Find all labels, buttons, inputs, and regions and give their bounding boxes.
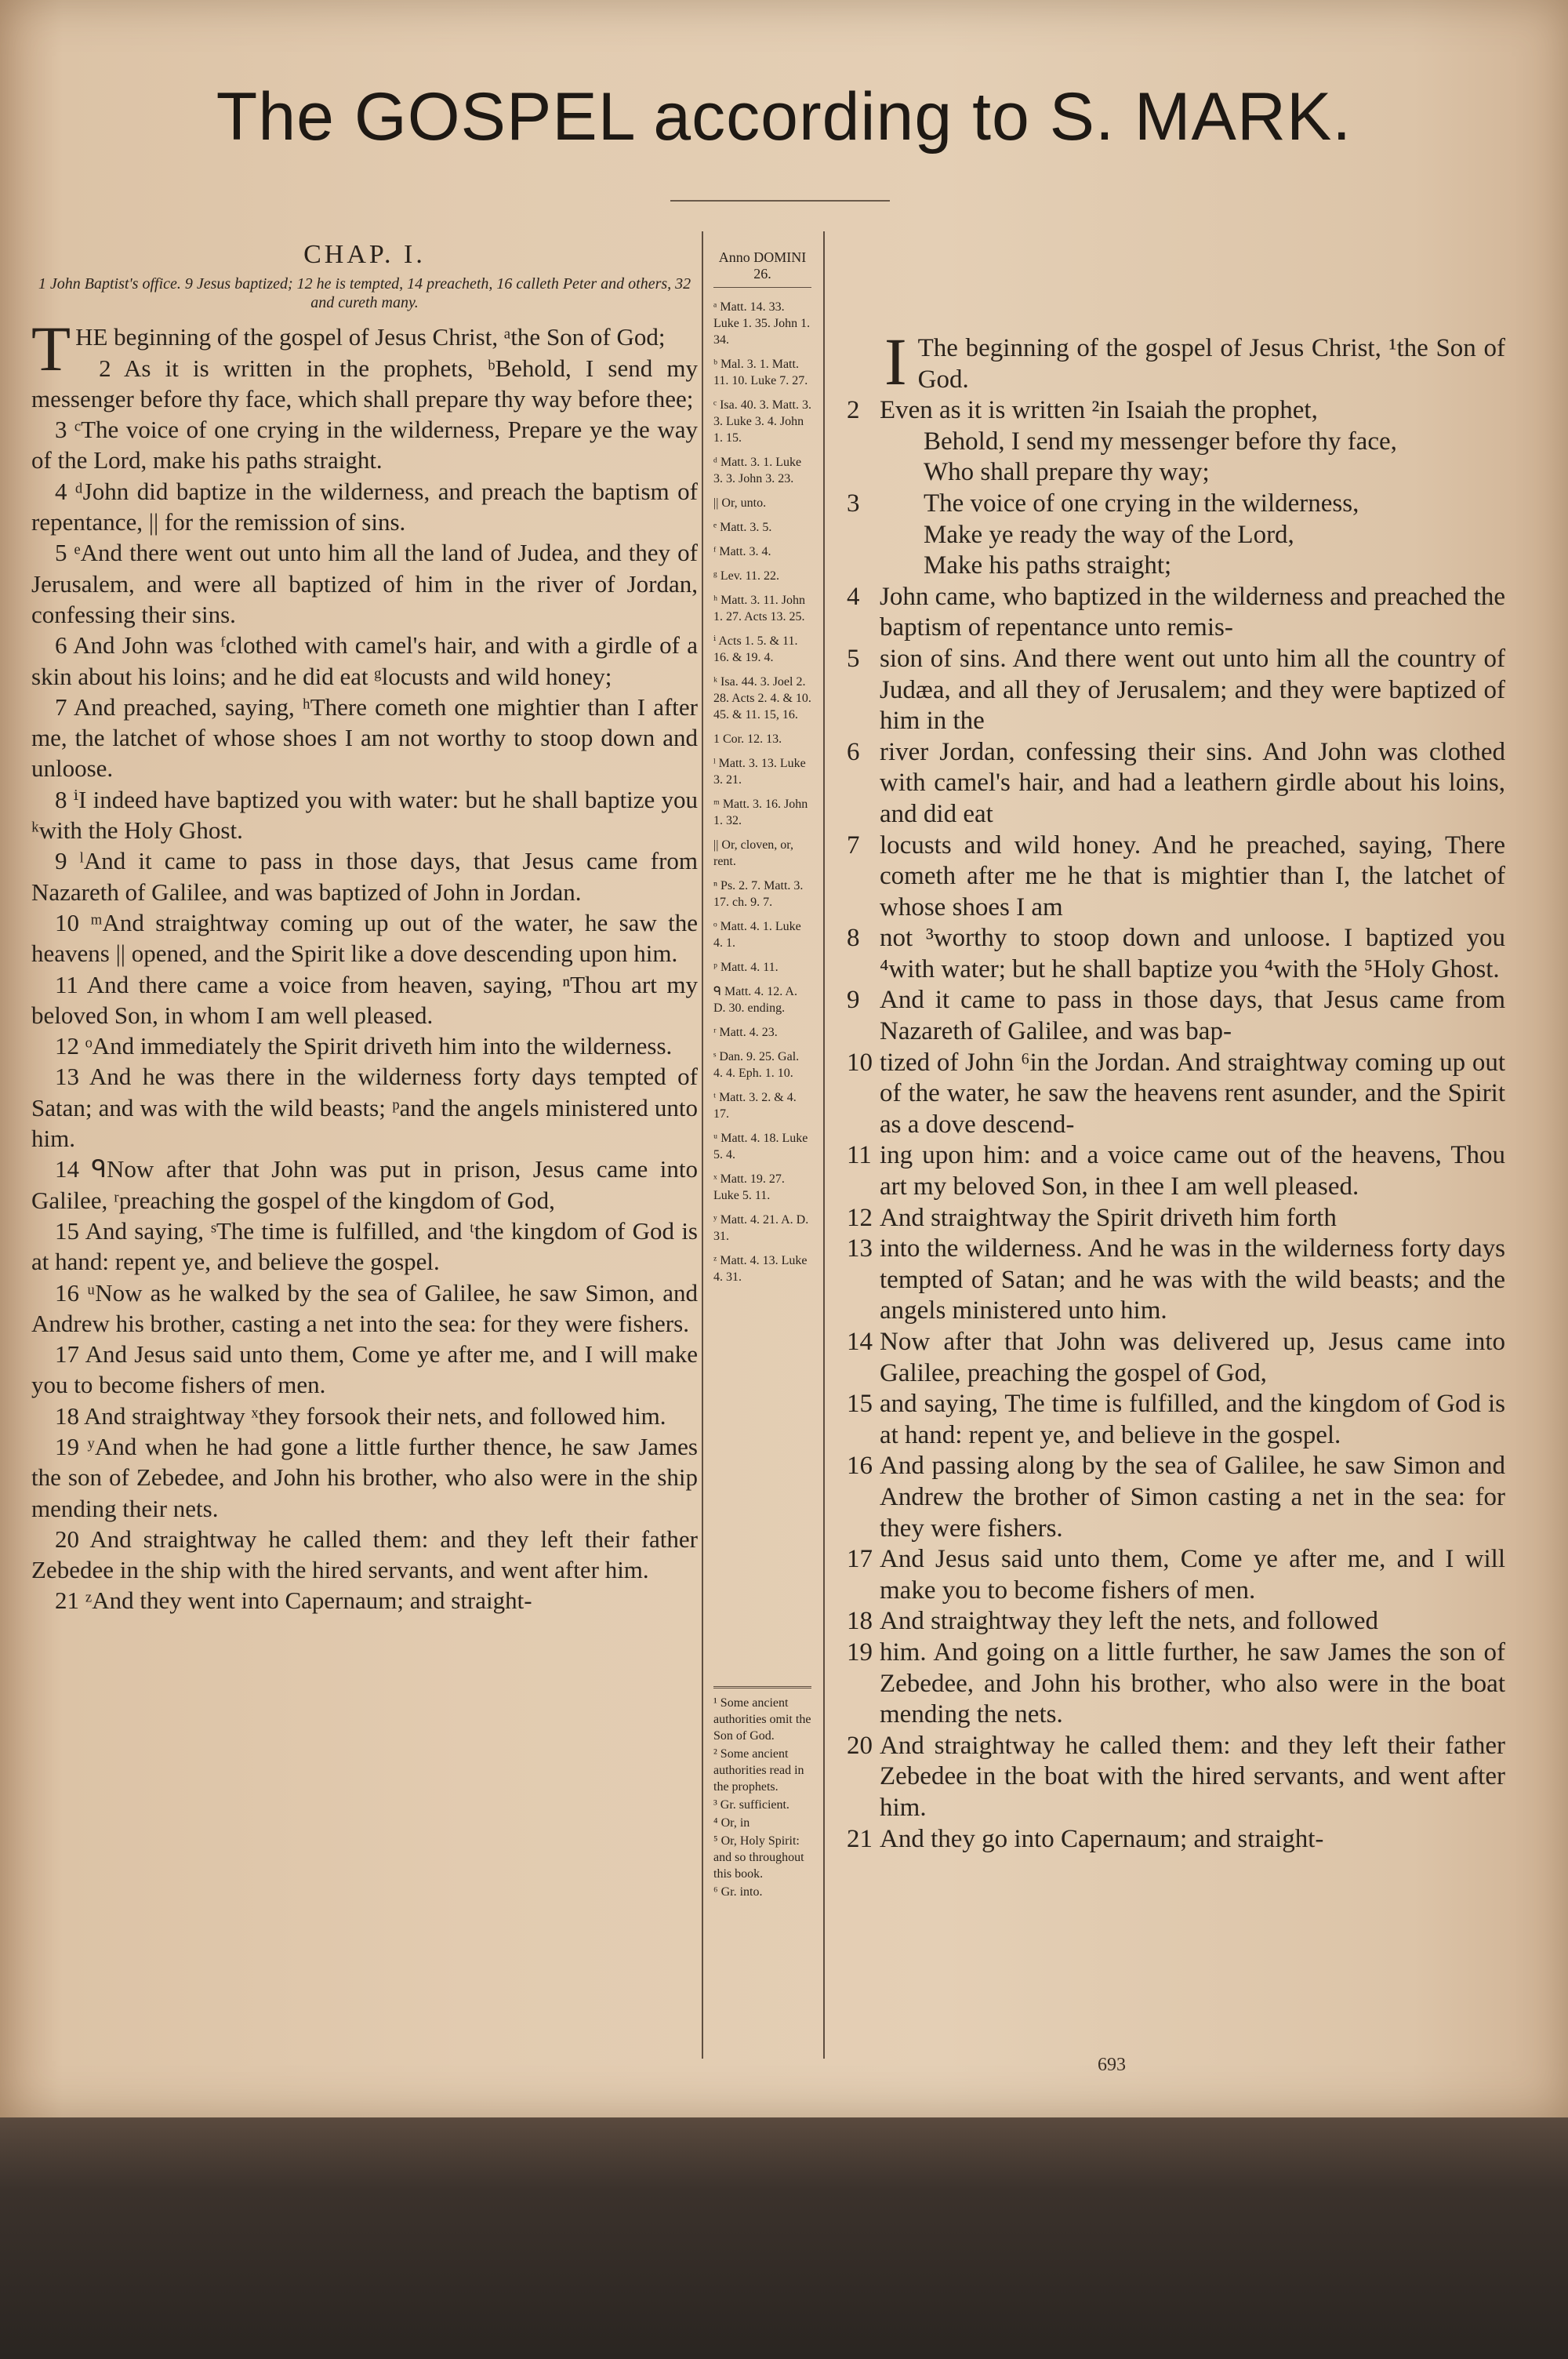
verse-number: 20 — [847, 1731, 873, 1760]
verse-text: ing upon him: and a voice came out of the heavens, Thou art my beloved Son, in thee I am well pleased. — [880, 1141, 1505, 1201]
cross-reference: ᶻ Matt. 4. 13. Luke 4. 31. — [713, 1254, 808, 1284]
verse-av: 14 ᑫNow after that John was put in prison, Jesus came into Galilee, ʳpreaching the gospel of the kingdom of God, — [31, 1155, 698, 1214]
initial-letter: I — [884, 324, 907, 399]
verse-number: 6 — [847, 737, 860, 766]
verse-number: 7 — [847, 831, 860, 860]
verse-number: 10 — [847, 1048, 873, 1077]
verse-number: 17 — [847, 1545, 873, 1574]
verse-rv — [847, 1637, 1505, 1731]
verse-rv — [847, 520, 1505, 551]
drop-cap: T — [31, 313, 71, 385]
verse-text: HE beginning of the gospel of Jesus Christ, ᵃthe Son of God; — [75, 323, 666, 351]
verse-av: 7 And preached, saying, ʰThere cometh one mightier than I after me, the latchet of whose shoes I am not worthy to stoop down and unloose. — [31, 692, 698, 783]
verse-text: And they go into Capernaum; and straight- — [880, 1824, 1324, 1853]
verse-number: 14 — [847, 1328, 873, 1356]
verse-number — [847, 520, 880, 551]
cross-reference: ᵒ Matt. 4. 1. Luke 4. 1. — [713, 920, 801, 950]
verse-av: 8 ⁱI indeed have baptized you with water: but he shall baptize you ᵏwith the Holy Ghost. — [31, 785, 698, 845]
verse-text: and saying, The time is fulfilled, and the kingdom of God is at hand: repent ye, and believe in the gospel. — [880, 1390, 1505, 1449]
authorized-version-column — [31, 239, 698, 1616]
page-title: The GOSPEL according to S. MARK. — [216, 79, 1352, 154]
verse-text: river Jordan, confessing their sins. And John was clothed with camel's hair, and had a leathern girdle about his loins, and did eat — [880, 737, 1505, 828]
verse-text — [847, 324, 1505, 399]
chapter-summary: 1 John Baptist's office. 9 Jesus baptized; 12 he is tempted, 14 preacheth, 16 calleth Peter and others, 32 and cureth many. — [38, 275, 691, 312]
verse-number: 15 — [847, 1390, 873, 1419]
cross-reference: ᵖ Matt. 4. 11. — [713, 961, 779, 974]
cross-reference: ᵗ Matt. 3. 2. & 4. 17. — [713, 1091, 797, 1121]
verse-av: 10 ᵐAnd straightway coming up out of the water, he saw the heavens || opened, and the Spirit like a dove descending upon him. — [31, 908, 698, 968]
verse-rv — [847, 1451, 1505, 1544]
verse-rv — [847, 737, 1505, 831]
cross-reference: || Or, cloven, or, rent. — [713, 838, 793, 868]
verse-number — [847, 457, 880, 489]
verse-av: 4 ᵈJohn did baptize in the wilderness, and preach the baptism of repentance, || for the remission of sins. — [31, 477, 698, 536]
verse-text: And straightway the Spirit driveth him forth — [880, 1203, 1337, 1232]
verse-text: tized of John ⁶in the Jordan. And straightway coming up out of the water, he saw the heavens rent asunder, and the Spirit as a dove descend- — [880, 1048, 1505, 1139]
cross-reference: ʳ Matt. 4. 23. — [713, 1026, 778, 1039]
verse-number: 8 — [847, 924, 860, 953]
verse-rv — [847, 831, 1505, 924]
verse-av: 16 ᵘNow as he walked by the sea of Galilee, he saw Simon, and Andrew his brother, casting a net into the sea: for they were fishers. — [31, 1278, 698, 1337]
verse-rv — [847, 923, 1505, 985]
verse-text: locusts and wild honey. And he preached, saying, There cometh after me he that is mightier than I, the latchet of whose shoes I am — [880, 831, 1505, 921]
verse-av: 2 As it is written in the prophets, ᵇBehold, I send my messenger before thy face, which shall prepare thy way before thee; — [31, 354, 698, 413]
verse-av: 20 And straightway he called them: and they left their father Zebedee in the ship with the hired servants, and went after him. — [31, 1525, 698, 1584]
verse-av: 15 And saying, ˢThe time is fulfilled, and ᵗthe kingdom of God is at hand: repent ye, and believe the gospel. — [31, 1216, 698, 1276]
cross-reference: ˣ Matt. 19. 27. Luke 5. 11. — [713, 1172, 785, 1202]
cross-reference: ⁿ Ps. 2. 7. Matt. 3. 17. ch. 9. 7. — [713, 879, 804, 909]
verse-rv — [847, 1203, 1505, 1234]
verse-text: Even as it is written ²in Isaiah the prophet, — [880, 396, 1318, 425]
verse-rv — [847, 551, 1505, 582]
footnote: ⁵ Or, Holy Spirit: and so throughout this book. — [713, 1834, 804, 1881]
cross-reference: ˡ Matt. 3. 13. Luke 3. 21. — [713, 757, 806, 787]
footnote: ¹ Some ancient authorities omit the Son of God. — [713, 1696, 811, 1743]
cross-reference: 1 Cor. 12. 13. — [713, 732, 782, 746]
verse-av: 5 ᵉAnd there went out unto him all the land of Judea, and they of Jerusalem, and were all baptized of him in the river of Jordan, confessing their sins. — [31, 539, 698, 628]
verse-av: 19 ʸAnd when he had gone a little further thence, he saw James the son of Zebedee, and John his brother, who also were in the ship mending their nets. — [31, 1432, 698, 1522]
cross-reference: ᵈ Matt. 3. 1. Luke 3. 3. John 3. 23. — [713, 456, 802, 485]
cross-reference: ᶠ Matt. 3. 4. — [713, 545, 771, 558]
verse-rv — [847, 644, 1505, 737]
verse-number: 12 — [847, 1203, 873, 1232]
verse-av: 11 And there came a voice from heaven, saying, ⁿThou art my beloved Son, in whom I am well pleased. — [31, 970, 698, 1029]
verse-rv — [847, 1234, 1505, 1327]
chapter-heading: CHAP. I. — [303, 240, 426, 269]
footnote: ⁴ Or, in — [713, 1816, 750, 1830]
verse-rv — [847, 489, 1505, 520]
cross-reference: ᵃ Matt. 14. 33. Luke 1. 35. John 1. 34. — [713, 300, 811, 347]
verse-text: Who shall prepare thy way; — [924, 458, 1210, 487]
cross-reference: ᵍ Lev. 11. 22. — [713, 569, 780, 583]
verse-number: 9 — [847, 986, 860, 1015]
verse-text: And it came to pass in those days, that Jesus came from Nazareth of Galilee, and was bap- — [880, 986, 1505, 1046]
verse-text: Make ye ready the way of the Lord, — [924, 520, 1294, 549]
verse-number: 3 — [847, 489, 860, 518]
anno-domini: Anno DOMINI 26. — [713, 249, 811, 288]
cross-reference: ᑫ Matt. 4. 12. A. D. 30. ending. — [713, 985, 797, 1015]
verse-av: 9 ˡAnd it came to pass in those days, that Jesus came from Nazareth of Galilee, and was baptized of John in Jordan. — [31, 847, 698, 906]
cross-reference: ᵇ Mal. 3. 1. Matt. 11. 10. Luke 7. 27. — [713, 358, 808, 387]
verse-rv — [847, 427, 1505, 458]
verse-rv — [847, 1140, 1505, 1202]
footnotes — [713, 1686, 811, 1902]
verse-rv — [814, 324, 1505, 399]
verse-number: 16 — [847, 1452, 873, 1481]
verse-rv — [847, 1731, 1505, 1824]
cross-reference: ᵏ Isa. 44. 3. Joel 2. 28. Acts 2. 4. & 10. 45. & 11. 15, 16. — [713, 675, 811, 722]
verse-text: The voice of one crying in the wilderness, — [924, 489, 1359, 518]
verse-number: 13 — [847, 1234, 873, 1263]
verse-text: And straightway they left the nets, and followed — [880, 1607, 1379, 1636]
verse-rv — [847, 1824, 1505, 1856]
verse-av: 18 And straightway ˣthey forsook their nets, and followed him. — [55, 1401, 666, 1430]
verse-text: sion of sins. And there went out unto him all the country of Judæa, and all they of Jerusalem; and they were baptized of him in the — [880, 644, 1505, 736]
verse-number: 2 — [847, 396, 860, 425]
verse-av: 13 And he was there in the wilderness forty days tempted of Satan; and was with the wild beasts; ᵖand the angels ministered unto him. — [31, 1063, 698, 1153]
cross-reference: ᵐ Matt. 3. 16. John 1. 32. — [713, 798, 808, 827]
cross-reference: ᵉ Matt. 3. 5. — [713, 521, 772, 534]
cross-reference: ʰ Matt. 3. 11. John 1. 27. Acts 13. 25. — [713, 594, 805, 623]
verse-number: 5 — [847, 644, 860, 673]
verse-rv — [847, 457, 1505, 489]
verse-av: 3 ᶜThe voice of one crying in the wilderness, Prepare ye the way of the Lord, make his paths straight. — [31, 416, 698, 474]
cross-reference: || Or, unto. — [713, 496, 767, 510]
verse-rv — [847, 1389, 1505, 1451]
verse-number: 21 — [847, 1824, 873, 1853]
footnote: ³ Gr. sufficient. — [713, 1798, 789, 1812]
revised-version-column — [847, 324, 1505, 1855]
footnote: ² Some ancient authorities read in the prophets. — [713, 1747, 804, 1794]
cross-reference: ⁱ Acts 1. 5. & 11. 16. & 19. 4. — [713, 634, 798, 664]
verse-av: 6 And John was ᶠclothed with camel's hair, and with a girdle of a skin about his loins; and he did eat ᵍlocusts and wild honey; — [31, 631, 698, 690]
verse-text: And passing along by the sea of Galilee, he saw Simon and Andrew the brother of Simon casting a net in the sea: for they were fishers. — [880, 1452, 1505, 1543]
verse-text: him. And going on a little further, he saw James the son of Zebedee, and John his brother, who also were in the boat mending the nets. — [880, 1637, 1505, 1729]
verse-text: Now after that John was delivered up, Jesus came into Galilee, preaching the gospel of God, — [880, 1328, 1505, 1387]
verse-rv — [847, 1327, 1505, 1389]
verse-av: 21 ᶻAnd they went into Capernaum; and straight- — [55, 1587, 532, 1615]
footnote: ⁶ Gr. into. — [713, 1885, 763, 1899]
verse-av: 12 ᵒAnd immediately the Spirit driveth him into the wilderness. — [55, 1032, 673, 1060]
verse-number — [847, 427, 880, 458]
verse-number: 11 — [847, 1141, 872, 1170]
verse-rv — [847, 1606, 1505, 1637]
verse-number: 18 — [847, 1607, 873, 1636]
verse-text: not ³worthy to stoop down and unloose. I baptized you ⁴with water; but he shall baptize you ⁴with the ⁵Holy Ghost. — [880, 924, 1505, 983]
verse-text: And straightway he called them: and they left their father Zebedee in the boat with the hired servants, and went after him. — [880, 1731, 1505, 1822]
verse-number — [847, 551, 880, 582]
verse-text-body: The beginning of the gospel of Jesus Christ, ¹the Son of God. — [917, 334, 1505, 394]
verse-number: 4 — [847, 582, 860, 611]
verse-text: into the wilderness. And he was in the wilderness forty days tempted of Satan; and he was with the wild beasts; and the angels ministered unto him. — [880, 1234, 1505, 1325]
cross-reference: ˢ Dan. 9. 25. Gal. 4. 4. Eph. 1. 10. — [713, 1050, 800, 1080]
cross-reference: ʸ Matt. 4. 21. A. D. 31. — [713, 1213, 809, 1243]
verse-rv — [847, 985, 1505, 1047]
verse-rv — [847, 582, 1505, 644]
verse-number: 19 — [847, 1637, 873, 1667]
verse-text: Behold, I send my messenger before thy face, — [924, 427, 1397, 456]
verse-text: And Jesus said unto them, Come ye after me, and I will make you to become fishers of men. — [880, 1545, 1505, 1605]
cross-reference: ᶜ Isa. 40. 3. Matt. 3. 3. Luke 3. 4. John 1. 15. — [713, 398, 811, 445]
verse-number — [814, 333, 847, 395]
verse-rv — [847, 395, 1505, 427]
column-divider-left — [702, 231, 703, 2059]
verse-rv — [847, 1048, 1505, 1141]
page-number: 693 — [1098, 2055, 1126, 2075]
cross-reference: ᵘ Matt. 4. 18. Luke 5. 4. — [713, 1132, 808, 1161]
column-divider-right — [823, 231, 825, 2059]
verse-text: Make his paths straight; — [924, 551, 1172, 580]
verse-text: John came, who baptized in the wilderness and preached the baptism of repentance unto remis- — [880, 582, 1505, 642]
verse-av: 17 And Jesus said unto them, Come ye after me, and I will make you to become fishers of men. — [31, 1340, 698, 1399]
margin-references — [713, 249, 811, 1293]
verse-rv — [847, 1544, 1505, 1606]
title-rule — [670, 200, 890, 202]
page-bottom-edge — [0, 2117, 1568, 2359]
